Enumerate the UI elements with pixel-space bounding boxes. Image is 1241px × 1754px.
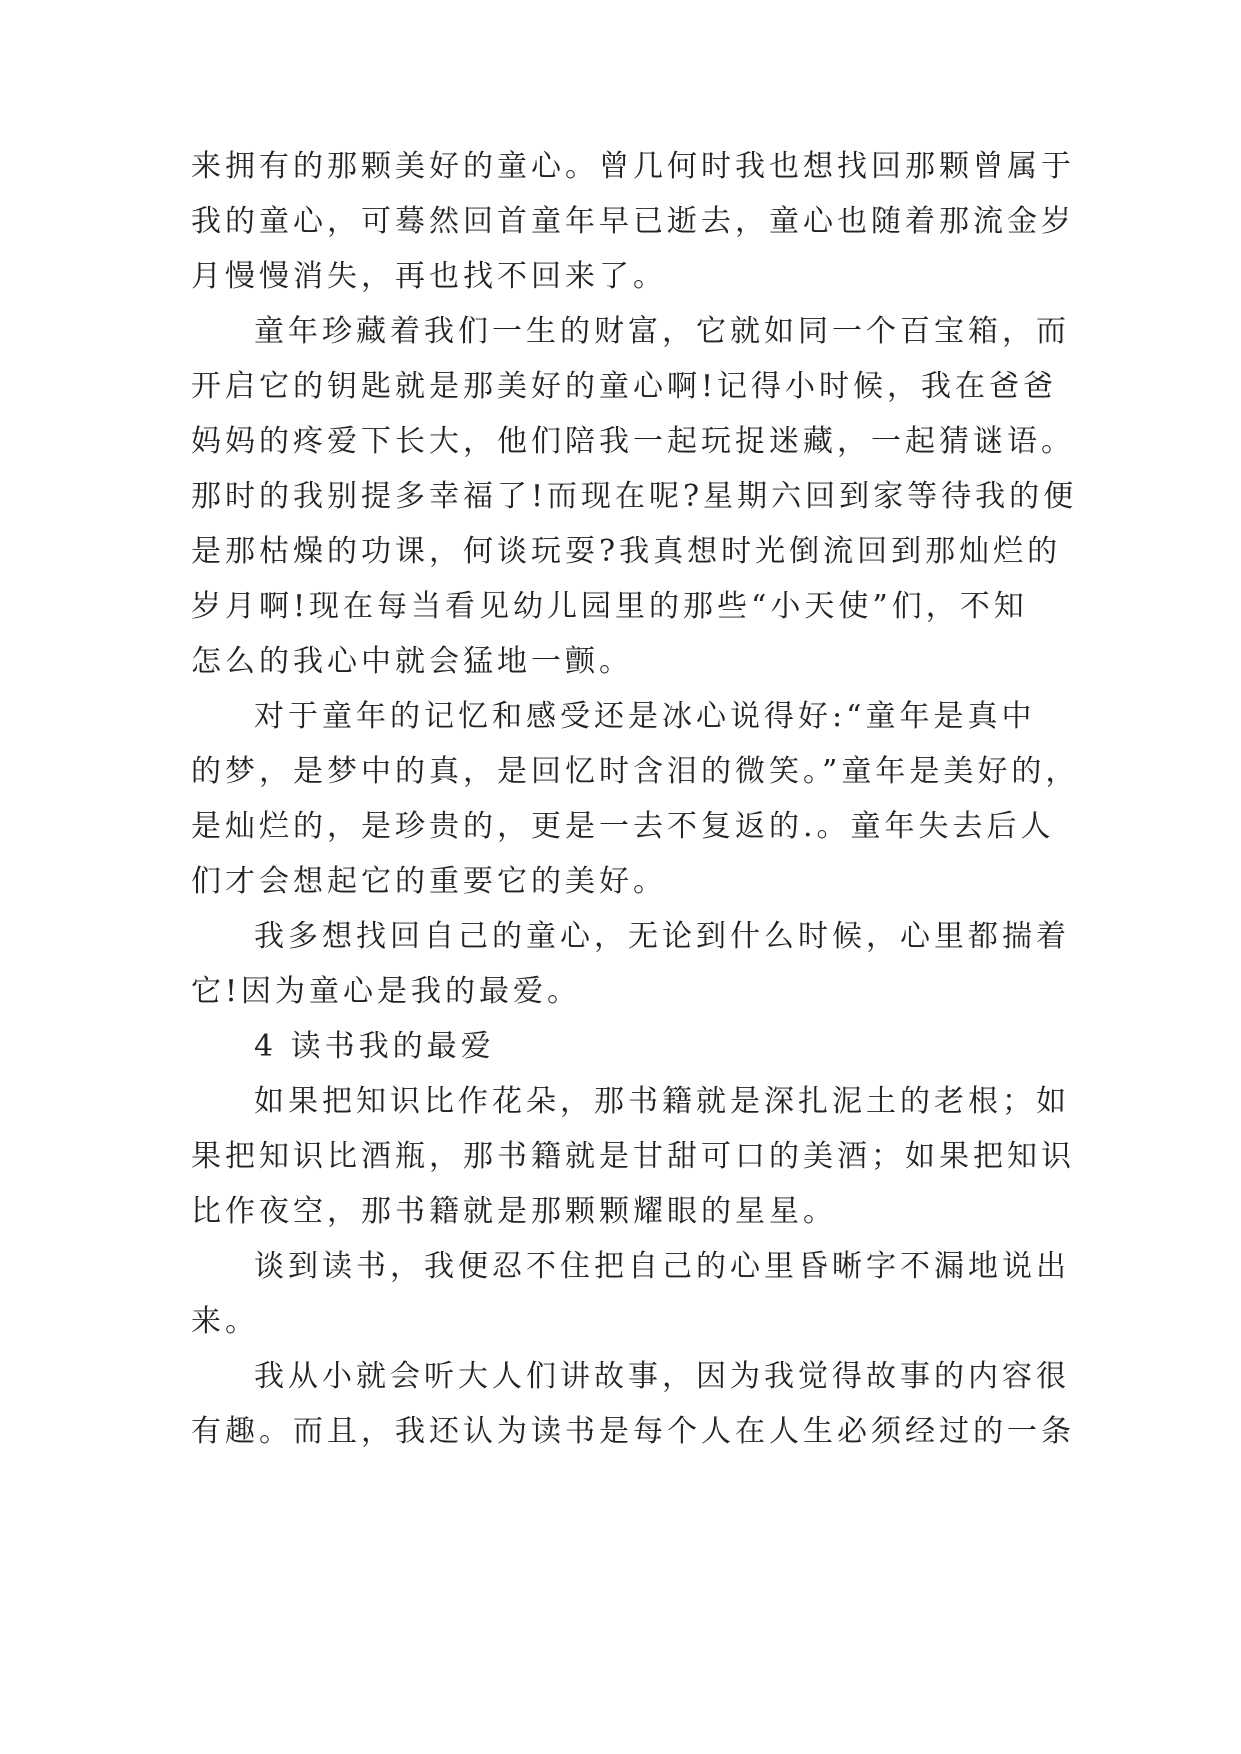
text-line: [0, 467, 1241, 527]
text-line: [0, 137, 1241, 197]
line-text: 果把知识比酒瓶，那书籍就是甘甜可口的美酒；如果把知识: [191, 1139, 1075, 1174]
line-text: 它!因为童心是我的最爱。: [191, 974, 582, 1009]
text-line: [0, 797, 1241, 857]
heading-text: 4 读书我的最爱: [254, 1029, 495, 1064]
text-line: [0, 632, 1241, 692]
text-line: [0, 687, 1241, 747]
text-line: [0, 357, 1241, 417]
text-line: [0, 522, 1241, 582]
line-text: 开启它的钥匙就是那美好的童心啊!记得小时候，我在爸爸: [191, 369, 1058, 404]
text-line: [0, 1182, 1241, 1242]
text-line: [0, 1347, 1241, 1407]
line-text: 我多想找回自己的童心，无论到什么时候，心里都揣着: [254, 919, 1070, 954]
line-text: 我的童心，可蓦然回首童年早已逝去，童心也随着那流金岁: [191, 204, 1075, 239]
text-line: [0, 302, 1241, 362]
text-line: [0, 247, 1241, 307]
line-text: 们才会想起它的重要它的美好。: [191, 864, 667, 899]
text-line: [0, 1072, 1241, 1132]
line-text: 是那枯燥的功课，何谈玩耍?我真想时光倒流回到那灿烂的: [191, 534, 1062, 569]
text-line: [0, 1402, 1241, 1462]
line-text: 有趣。而且，我还认为读书是每个人在人生必须经过的一条: [191, 1414, 1075, 1449]
text-line: [0, 852, 1241, 912]
line-text: 那时的我别提多幸福了!而现在呢?星期六回到家等待我的便: [191, 479, 1078, 514]
line-text: 是灿烂的，是珍贵的，更是一去不复返的.。童年失去后人: [191, 809, 1055, 844]
text-line: [0, 577, 1241, 637]
line-text: 比作夜空，那书籍就是那颗颗耀眼的星星。: [191, 1194, 837, 1229]
line-text: 如果把知识比作花朵，那书籍就是深扎泥土的老根；如: [254, 1084, 1070, 1119]
line-text: 岁月啊!现在每当看见幼儿园里的那些“小天使”们，不知: [191, 589, 1028, 624]
line-text: 妈妈的疼爱下长大，他们陪我一起玩捉迷藏，一起猜谜语。: [191, 424, 1075, 459]
line-text: 来拥有的那颗美好的童心。曾几何时我也想找回那颗曾属于: [191, 149, 1075, 184]
line-text: 童年珍藏着我们一生的财富，它就如同一个百宝箱，而: [254, 314, 1070, 349]
line-text: 谈到读书，我便忍不住把自己的心里昏晰字不漏地说出: [254, 1249, 1070, 1284]
line-text: 怎么的我心中就会猛地一颤。: [191, 644, 633, 679]
section-heading: [0, 1017, 1241, 1077]
line-text: 我从小就会听大人们讲故事，因为我觉得故事的内容很: [254, 1359, 1070, 1394]
text-line: [0, 1237, 1241, 1297]
line-text: 的梦，是梦中的真，是回忆时含泪的微笑。”童年是美好的，: [191, 754, 1080, 789]
line-text: 月慢慢消失，再也找不回来了。: [191, 259, 667, 294]
text-line: [0, 907, 1241, 967]
text-line: [0, 192, 1241, 252]
text-line: [0, 412, 1241, 472]
text-line: [0, 1127, 1241, 1187]
line-text: 对于童年的记忆和感受还是冰心说得好:“童年是真中: [254, 699, 1036, 734]
text-line: [0, 962, 1241, 1022]
text-line: [0, 1292, 1241, 1352]
line-text: 来。: [191, 1304, 259, 1339]
text-line: [0, 742, 1241, 802]
